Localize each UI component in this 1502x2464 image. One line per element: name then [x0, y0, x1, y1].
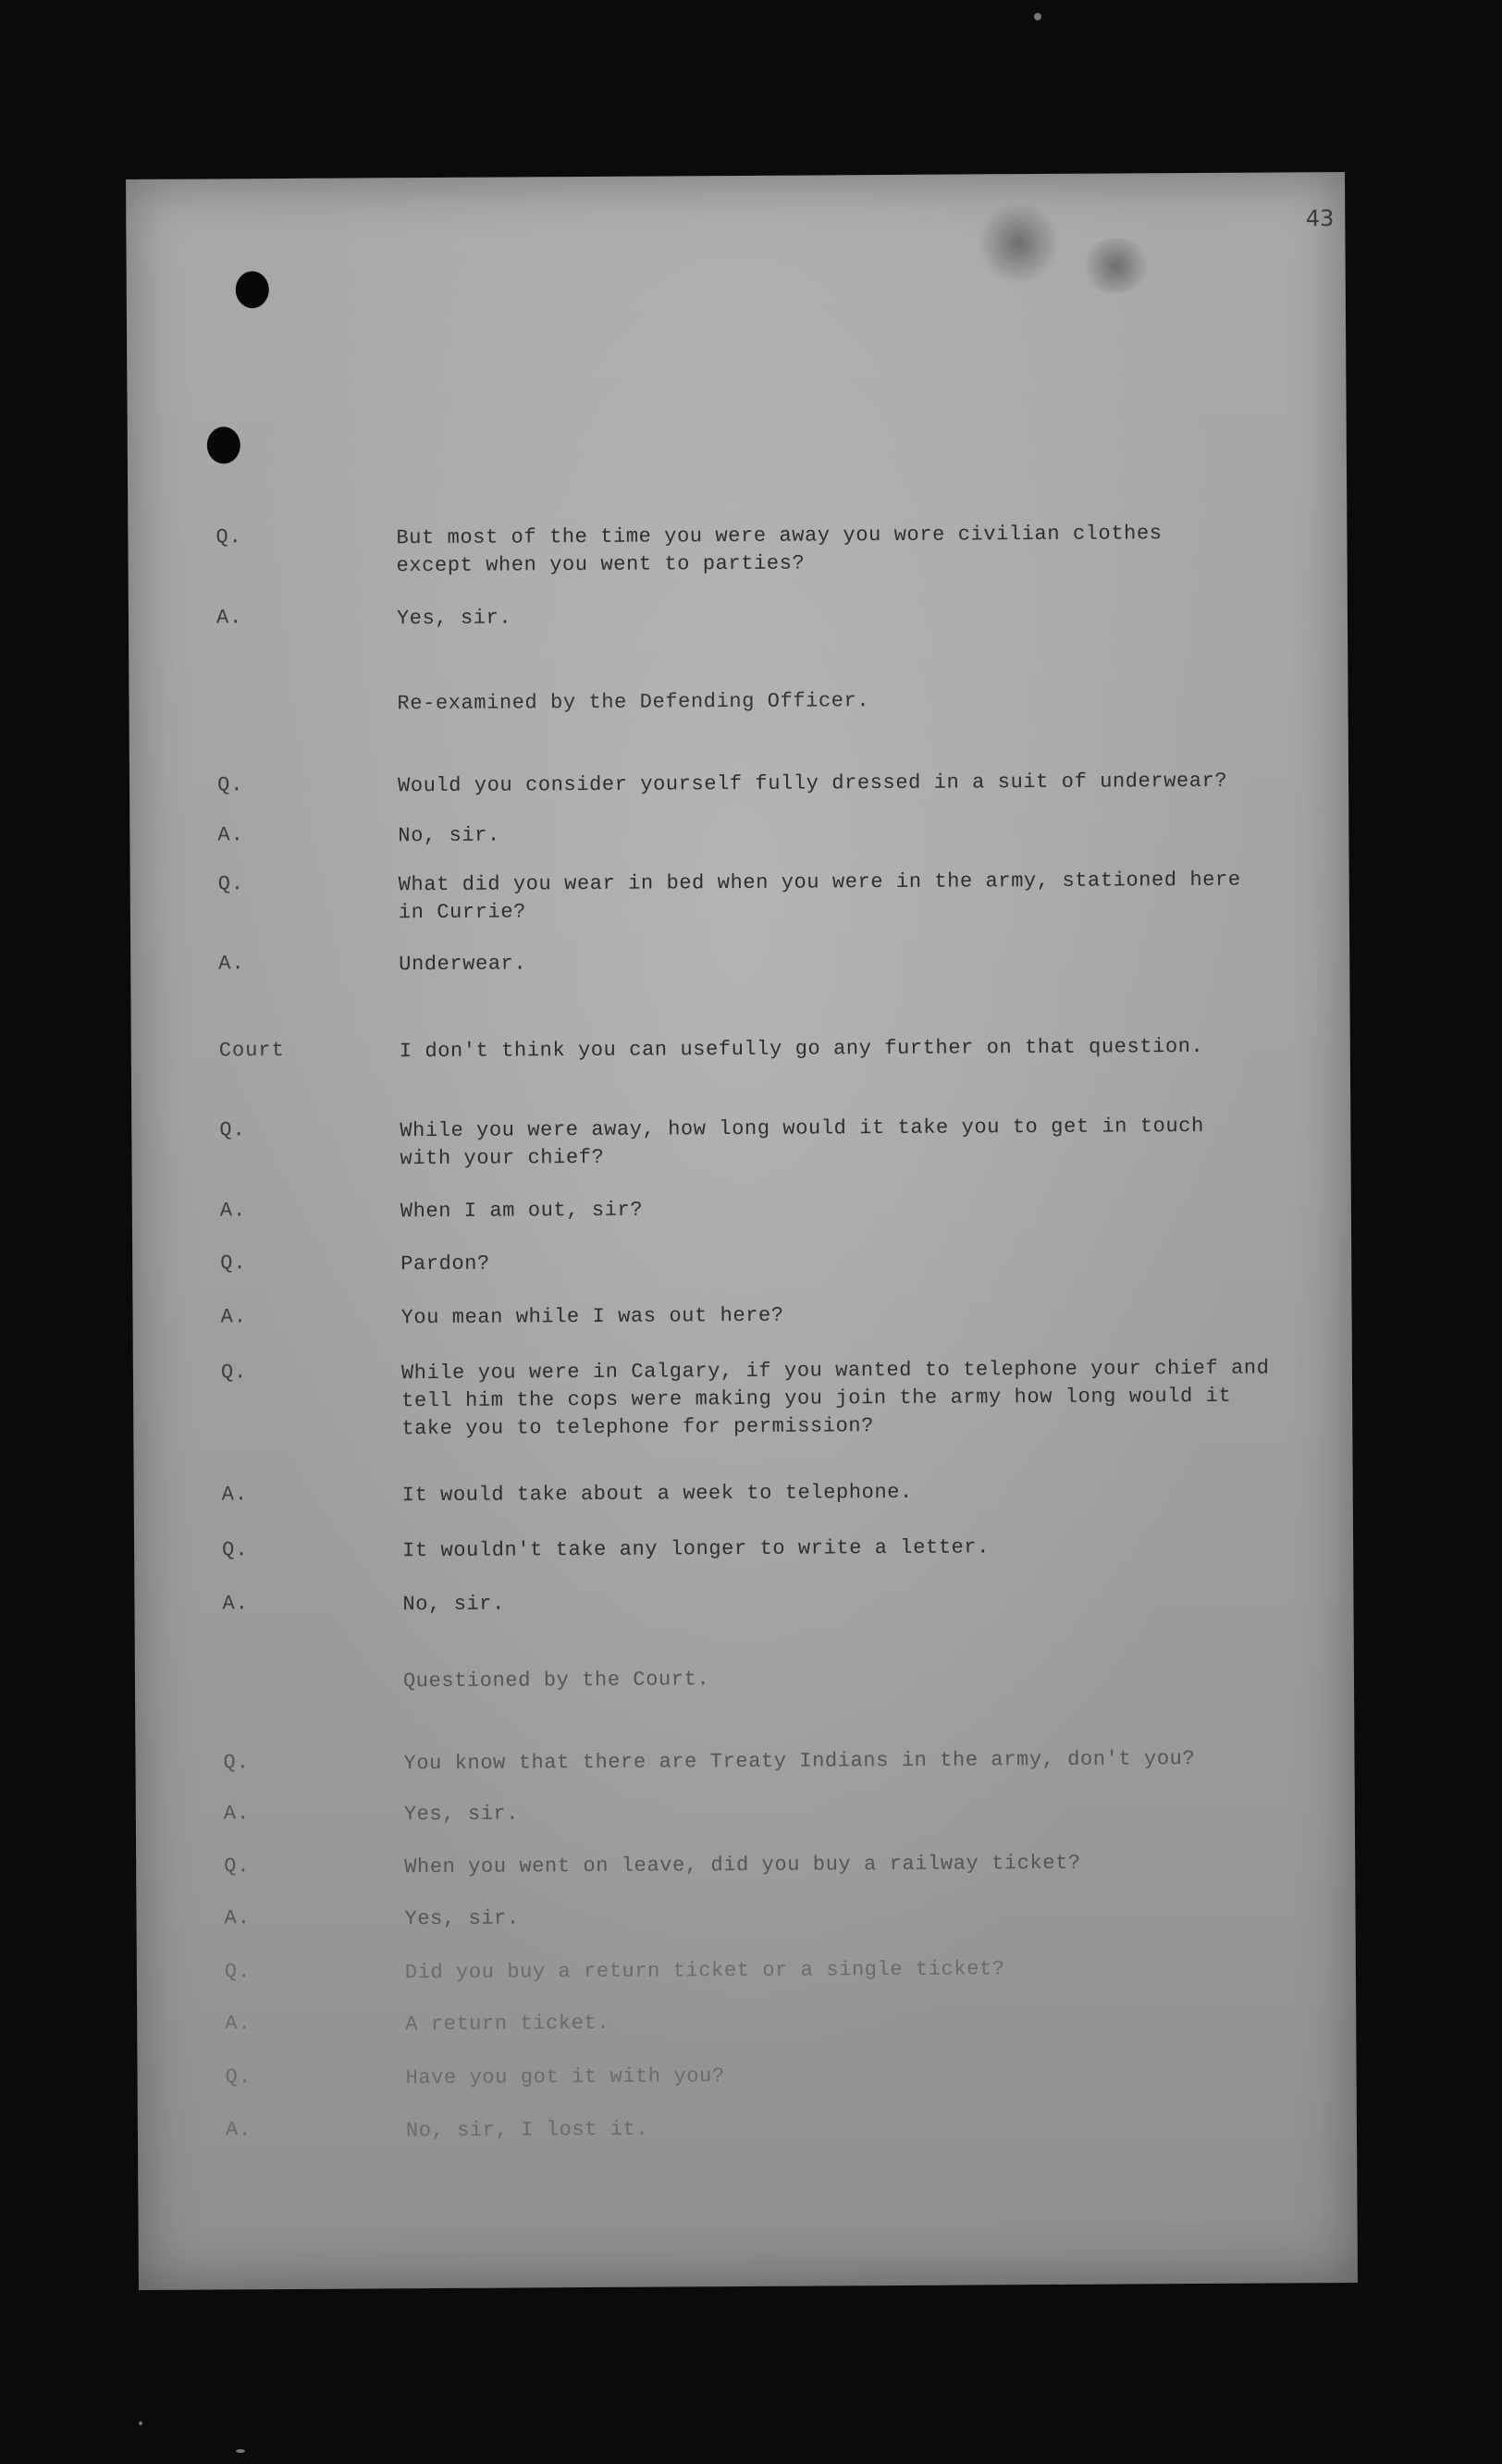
transcript-entry: [132, 1299, 1351, 1330]
entry-text: It would take about a week to telephone.: [401, 1480, 913, 1508]
transcript-entry: [134, 1532, 1353, 1563]
entry-text: While you were away, how long would it take you to get in touch with your chief?: [400, 1114, 1204, 1171]
speaker-label: A.: [218, 952, 245, 976]
speaker-label: Q.: [224, 1854, 251, 1879]
speaker-label: A.: [217, 823, 244, 847]
transcript-entry: [132, 1192, 1351, 1224]
entry-text: But most of the time you were away you wore civilian clothes except when you went to parties?: [396, 522, 1163, 578]
transcript-entry: [129, 767, 1348, 798]
speaker-label: Q.: [223, 1751, 250, 1775]
entry-text: What did you wear in bed when you were in the army, stationed here in Currie?: [398, 868, 1241, 925]
speaker-label: A.: [221, 1483, 249, 1507]
transcript-entry: [132, 1245, 1351, 1276]
transcript-entry: [138, 2059, 1357, 2090]
transcript-entry: [131, 1032, 1350, 1064]
transcript-entry: [129, 599, 1348, 631]
speaker-label: A.: [222, 1592, 249, 1616]
transcript-entry: [136, 1900, 1355, 1931]
entry-text: A return ticket.: [405, 2011, 610, 2037]
transcript-entry: [131, 1112, 1350, 1171]
film-speck: [1034, 13, 1041, 20]
entry-text: Underwear.: [399, 952, 527, 977]
transcript-entry: [136, 1795, 1355, 1827]
entry-text: Yes, sir.: [404, 1906, 520, 1931]
speaker-label: Q.: [220, 1251, 247, 1275]
entry-text: Did you buy a return ticket or a single ticket?: [404, 1957, 1005, 1985]
transcript-entry: [137, 1953, 1356, 1985]
transcript-entry: [134, 1585, 1353, 1617]
speaker-label: A.: [223, 1802, 251, 1826]
entry-text: You know that there are Treaty Indians in the army, don't you?: [403, 1747, 1196, 1776]
entry-text: It wouldn't take any longer to write a letter.: [402, 1535, 991, 1563]
entry-text: When I am out, sir?: [400, 1198, 644, 1224]
section-heading-reexamined: Re-examined by the Defending Officer.: [397, 689, 870, 716]
film-speck: [236, 2449, 245, 2453]
speaker-label: Q.: [215, 525, 242, 549]
entry-text: No, sir.: [402, 1592, 505, 1617]
transcript-entry: [129, 817, 1348, 848]
transcript-entry: [130, 945, 1349, 977]
entry-text: I don't think you can usefully go any further on that question.: [399, 1034, 1204, 1064]
page-number: 43: [1305, 205, 1335, 232]
speaker-label: Court: [218, 1039, 285, 1063]
entry-text: While you were in Calgary, if you wanted to telephone your chief and tell him the cops were making you join the army how long would it take you to telephone for permission?: [400, 1356, 1270, 1441]
film-speck: [139, 2421, 142, 2425]
transcript-entry: [138, 2112, 1357, 2143]
entry-text: Yes, sir.: [396, 606, 512, 631]
transcript-entry: [135, 1744, 1354, 1776]
entry-text: Would you consider yourself fully dressed in a suit of underwear?: [397, 769, 1228, 798]
speaker-label: A.: [219, 1199, 247, 1223]
speaker-label: A.: [225, 2118, 252, 2142]
speaker-label: A.: [215, 606, 243, 630]
entry-text: Yes, sir.: [403, 1802, 520, 1827]
entry-text: No, sir, I lost it.: [405, 2117, 649, 2143]
speaker-label: A.: [225, 2012, 252, 2036]
speaker-label: Q.: [224, 1960, 252, 1984]
transcript-entry: [136, 1848, 1355, 1879]
speaker-label: Q.: [225, 2065, 252, 2089]
speaker-label: A.: [224, 1906, 252, 1930]
entry-text: No, sir.: [398, 823, 500, 848]
transcript-entry: [128, 519, 1347, 578]
transcript-entry: [137, 2005, 1356, 2037]
entry-text: When you went on leave, did you buy a railway ticket?: [404, 1851, 1081, 1879]
transcript-entry: [133, 1354, 1352, 1441]
section-heading-court: Questioned by the Court.: [402, 1668, 710, 1694]
entry-text: Pardon?: [400, 1251, 490, 1276]
entry-text: You mean while I was out here?: [400, 1303, 784, 1330]
speaker-label: Q.: [216, 773, 244, 797]
speaker-label: Q.: [219, 1118, 246, 1142]
speaker-label: Q.: [217, 872, 245, 896]
speaker-label: A.: [220, 1305, 248, 1329]
transcript-entry: [134, 1476, 1353, 1508]
transcript-body: [126, 172, 1358, 2290]
transcript-entry: [130, 866, 1349, 925]
entry-text: Have you got it with you?: [405, 2064, 725, 2090]
speaker-label: Q.: [222, 1538, 249, 1562]
speaker-label: Q.: [220, 1361, 248, 1385]
transcript-page: [126, 172, 1358, 2290]
